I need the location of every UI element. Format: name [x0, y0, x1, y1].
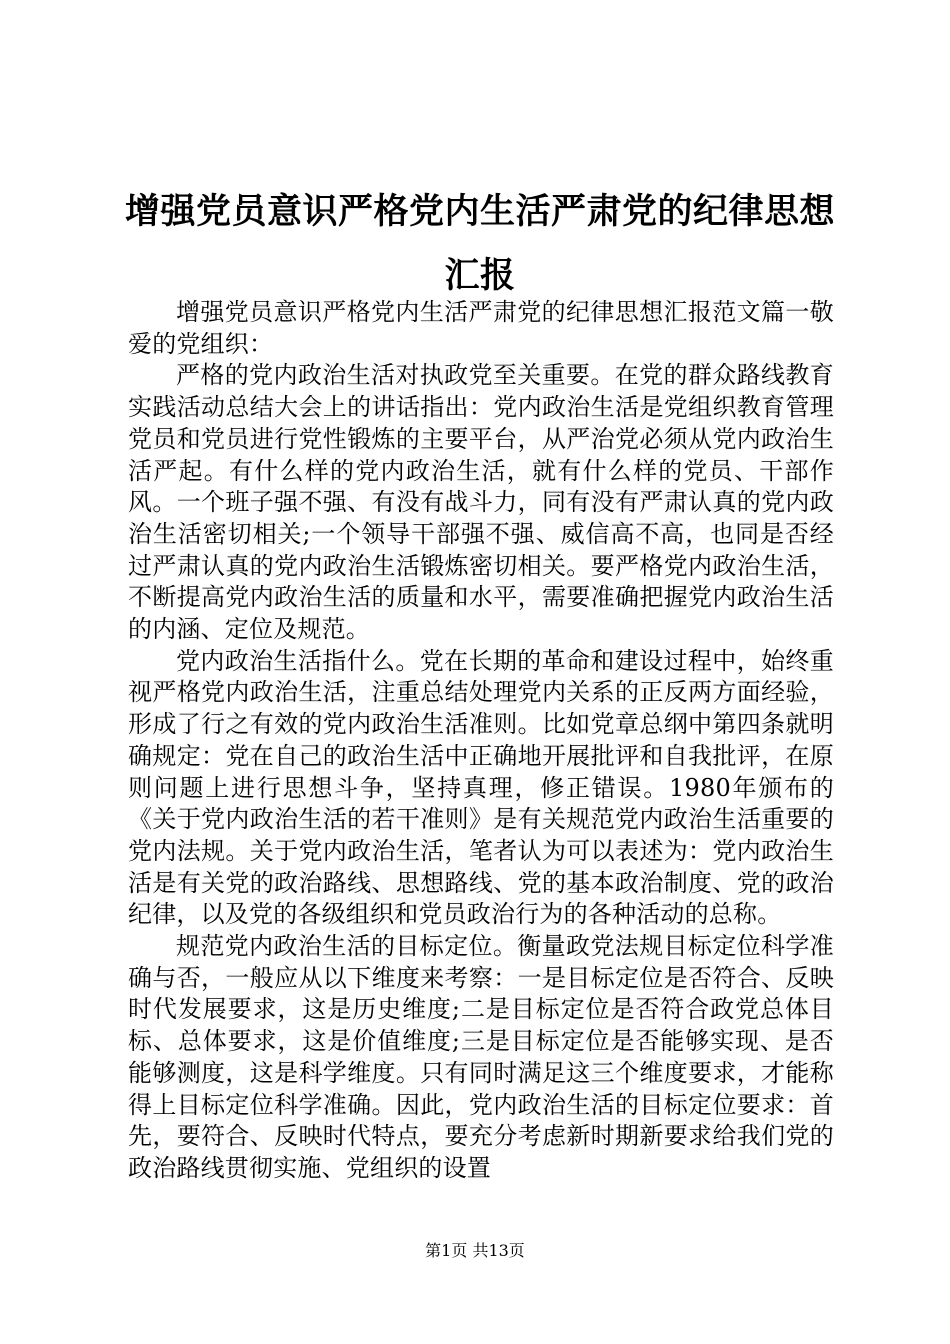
paragraph-1: 增强党员意识严格党内生活严肃党的纪律思想汇报范文篇一敬爱的党组织： [128, 298, 834, 358]
paragraph-4: 规范党内政治生活的目标定位。衡量政党法规目标定位科学准确与否，一般应从以下维度来考察：一是目标定位是否符合、反映时代发展要求，这是历史维度;二是目标定位是否符合政党总体目标、总体要求，这是价值维度;三是目标定位是否能够实现、是否能够测度，这是科学维度。只有同时满足这三个维度要求，才能称得上目标定位科学准确。因此，党内政治生活的目标定位要求：首先，要符合、反映时代特点，要充分考虑新时期新要求给我们党的政治路线贯彻实施、党组织的设置 [128, 932, 834, 1182]
page-number-footer: 第1页 共13页 [425, 1241, 525, 1260]
paragraph-2: 严格的党内政治生活对执政党至关重要。在党的群众路线教育实践活动总结大会上的讲话指出：党内政治生活是党组织教育管理党员和党员进行党性锻炼的主要平台，从严治党必须从党内政治生活严起。有什么样的党内政治生活，就有什么样的党员、干部作风。一个班子强不强、有没有战斗力，同有没有严肃认真的党内政治生活密切相关;一个领导干部强不强、威信高不高，也同是否经过严肃认真的党内政治生活锻炼密切相关。要严格党内政治生活，不断提高党内政治生活的质量和水平，需要准确把握党内政治生活的内涵、定位及规范。 [128, 361, 834, 644]
document-title: 增强党员意识严格党内生活严肃党的纪律思想汇报 [124, 192, 835, 296]
paragraph-3: 党内政治生活指什么。党在长期的革命和建设过程中，始终重视严格党内政治生活，注重总结处理党内关系的正反两方面经验，形成了行之有效的党内政治生活准则。比如党章总纲中第四条就明确规定：党在自己的政治生活中正确地开展批评和自我批评，在原则问题上进行思想斗争，坚持真理，修正错误。1980年颁布的《关于党内政治生活的若干准则》是有关规范党内政治生活重要的党内法规。关于党内政治生活，笔者认为可以表述为：党内政治生活是有关党的政治路线、思想路线、党的基本政治制度、党的政治纪律，以及党的各级组织和党员政治行为的各种活动的总称。 [128, 646, 834, 929]
document-body [128, 297, 834, 1185]
